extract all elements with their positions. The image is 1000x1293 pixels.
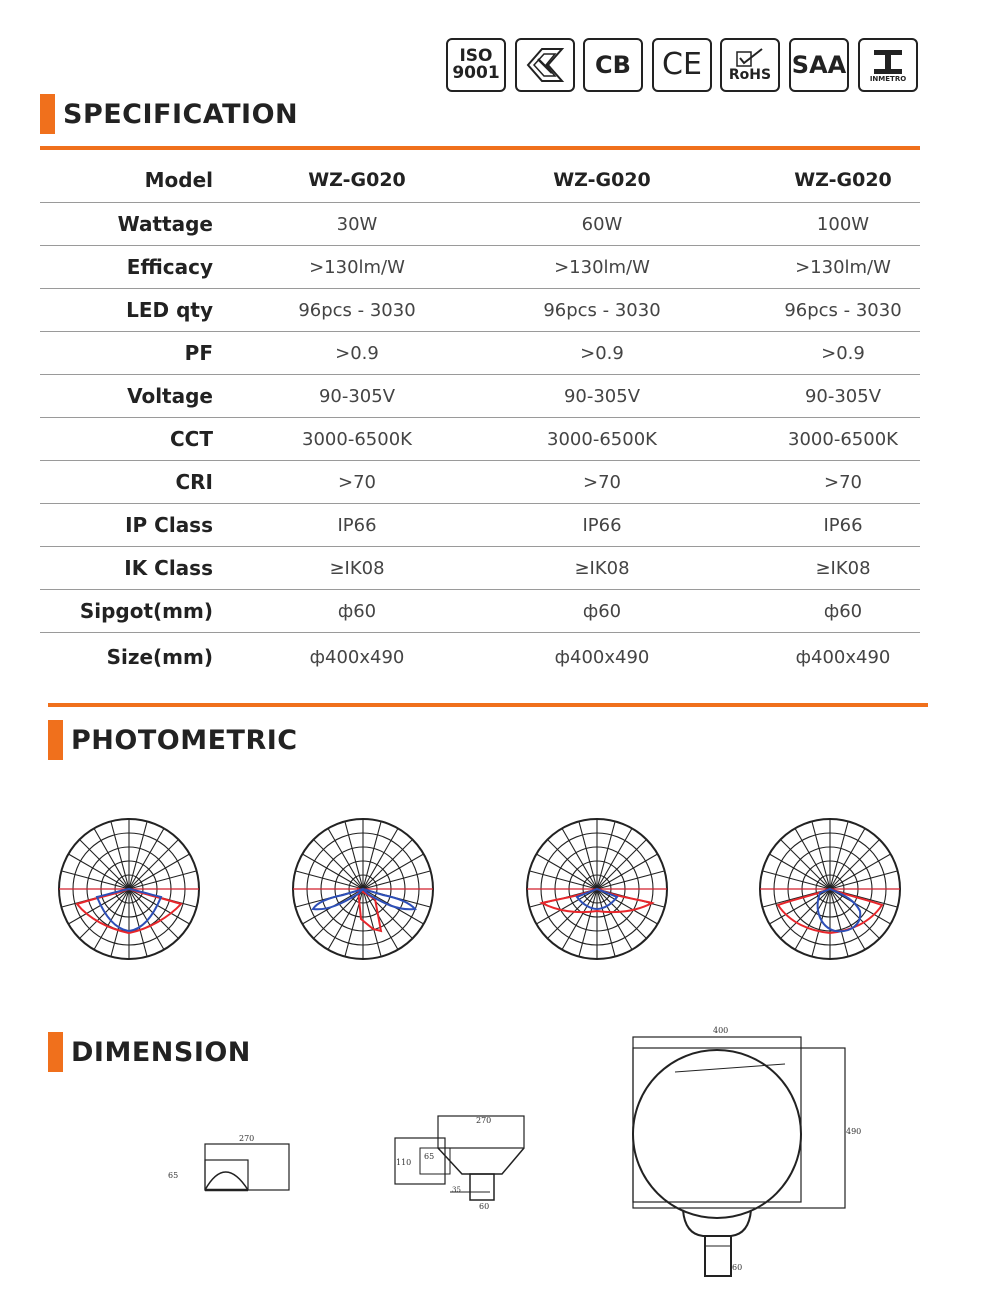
spec-top-rule bbox=[40, 146, 920, 150]
spec-row-spigot bbox=[40, 590, 920, 633]
section-accent-bar bbox=[48, 1032, 63, 1072]
front-width-label: 270 bbox=[476, 1116, 492, 1125]
spec-label: Model bbox=[144, 168, 213, 192]
checkmark-icon bbox=[735, 48, 765, 68]
spec-value: WZ-G020 bbox=[553, 169, 651, 191]
emc-mark-icon bbox=[522, 45, 568, 85]
dimension-front-view bbox=[390, 1112, 530, 1212]
spec-value: WZ-G020 bbox=[794, 169, 892, 191]
spec-value: >0.9 bbox=[335, 342, 379, 364]
spec-label: CCT bbox=[170, 427, 213, 451]
spec-row-voltage bbox=[40, 375, 920, 418]
polar-diagram-2 bbox=[288, 814, 438, 964]
ce-badge bbox=[652, 38, 712, 92]
inmetro-label: INMETRO bbox=[869, 74, 907, 83]
front-height-label: 110 bbox=[396, 1158, 412, 1167]
spec-value: >70 bbox=[338, 471, 376, 493]
photometric-title: PHOTOMETRIC bbox=[71, 724, 298, 756]
side-height-label: 65 bbox=[168, 1171, 179, 1180]
iso-label: ISO bbox=[459, 46, 493, 66]
spec-value: ф60 bbox=[823, 600, 863, 622]
spec-row-wattage bbox=[40, 203, 920, 246]
spec-value: WZ-G020 bbox=[308, 169, 406, 191]
spec-value: IP66 bbox=[582, 514, 622, 536]
spec-value: 90-305V bbox=[318, 385, 396, 407]
spec-value: 100W bbox=[816, 213, 870, 235]
spec-label: IK Class bbox=[124, 556, 213, 580]
spec-value: >70 bbox=[824, 471, 862, 493]
saa-label: SAA bbox=[791, 51, 847, 79]
spec-value: ф60 bbox=[582, 600, 622, 622]
dimension-header bbox=[48, 1032, 251, 1072]
spec-label: Efficacy bbox=[126, 255, 213, 279]
specification-title: SPECIFICATION bbox=[63, 98, 299, 130]
specification-header bbox=[40, 94, 298, 134]
spec-row-led-qty bbox=[40, 289, 920, 332]
spec-value: >130lm/W bbox=[309, 256, 405, 278]
spec-row-cri bbox=[40, 461, 920, 504]
spec-label: CRI bbox=[175, 470, 213, 494]
spec-value: 30W bbox=[336, 213, 378, 235]
spec-row-ik-class bbox=[40, 547, 920, 590]
spec-value: ф400x490 bbox=[554, 646, 650, 668]
globe-view-drawing bbox=[625, 1024, 870, 1284]
front-spigot-label: 60 bbox=[479, 1202, 490, 1211]
iso-9001-badge bbox=[446, 38, 506, 92]
spec-value: ф400x490 bbox=[795, 646, 891, 668]
inmetro-mark-icon bbox=[870, 48, 906, 76]
spec-row-size bbox=[40, 633, 920, 681]
ce-label: CE bbox=[662, 47, 702, 82]
spec-value: IP66 bbox=[337, 514, 377, 536]
photometric-header bbox=[48, 720, 298, 760]
front-inner-label: 65 bbox=[424, 1152, 435, 1161]
emc-badge bbox=[515, 38, 575, 92]
spec-value: ф400x490 bbox=[309, 646, 405, 668]
spec-label: PF bbox=[184, 341, 213, 365]
spec-value: 3000-6500K bbox=[547, 428, 657, 450]
spec-value: 96pcs - 3030 bbox=[784, 299, 902, 321]
spec-label: IP Class bbox=[125, 513, 213, 537]
spec-value: ≥IK08 bbox=[329, 557, 385, 579]
spec-value: 3000-6500K bbox=[788, 428, 898, 450]
spec-value: ф60 bbox=[337, 600, 377, 622]
polar-diagram-1 bbox=[54, 814, 204, 964]
spec-value: 90-305V bbox=[804, 385, 882, 407]
rohs-label: RoHS bbox=[728, 67, 772, 83]
spec-value: >0.9 bbox=[821, 342, 865, 364]
spec-label: Sipgot(mm) bbox=[79, 599, 213, 623]
saa-badge bbox=[789, 38, 849, 92]
spec-value: 3000-6500K bbox=[302, 428, 412, 450]
specification-table bbox=[40, 158, 920, 681]
polar-diagram-4 bbox=[755, 814, 905, 964]
spec-value: >130lm/W bbox=[554, 256, 650, 278]
spec-label: Size(mm) bbox=[106, 645, 213, 669]
spec-value: 96pcs - 3030 bbox=[298, 299, 416, 321]
spec-label: Voltage bbox=[127, 384, 213, 408]
spec-value: 60W bbox=[581, 213, 623, 235]
spec-value: ≥IK08 bbox=[815, 557, 871, 579]
spec-value: 90-305V bbox=[563, 385, 641, 407]
dimension-globe-view bbox=[625, 1024, 870, 1284]
polar-diagram-3 bbox=[522, 814, 672, 964]
dimension-side-view bbox=[165, 1134, 295, 1194]
globe-width-label: 400 bbox=[713, 1026, 729, 1035]
dimension-title: DIMENSION bbox=[71, 1036, 251, 1068]
spec-value: >130lm/W bbox=[795, 256, 891, 278]
cb-label: CB bbox=[595, 51, 631, 79]
side-width-label: 270 bbox=[239, 1134, 255, 1143]
spec-row-pf bbox=[40, 332, 920, 375]
globe-spigot-label: 60 bbox=[732, 1263, 743, 1272]
section-accent-bar bbox=[48, 720, 63, 760]
spec-row-cct bbox=[40, 418, 920, 461]
front-small-label: 35 bbox=[452, 1186, 461, 1194]
spec-row-model bbox=[40, 158, 920, 203]
section-accent-bar bbox=[40, 94, 55, 134]
spec-value: 96pcs - 3030 bbox=[543, 299, 661, 321]
spec-label: LED qty bbox=[126, 298, 213, 322]
inmetro-badge bbox=[858, 38, 918, 92]
spec-label: Wattage bbox=[117, 212, 213, 236]
rohs-badge bbox=[720, 38, 780, 92]
spec-value: ≥IK08 bbox=[574, 557, 630, 579]
side-view-drawing bbox=[165, 1134, 295, 1194]
spec-value: >0.9 bbox=[580, 342, 624, 364]
spec-row-ip-class bbox=[40, 504, 920, 547]
spec-value: >70 bbox=[583, 471, 621, 493]
spec-value: IP66 bbox=[823, 514, 863, 536]
globe-height-label: 490 bbox=[846, 1127, 862, 1136]
iso-number: 9001 bbox=[452, 63, 500, 83]
spec-bottom-rule bbox=[48, 703, 928, 707]
spec-row-efficacy bbox=[40, 246, 920, 289]
cb-badge bbox=[583, 38, 643, 92]
